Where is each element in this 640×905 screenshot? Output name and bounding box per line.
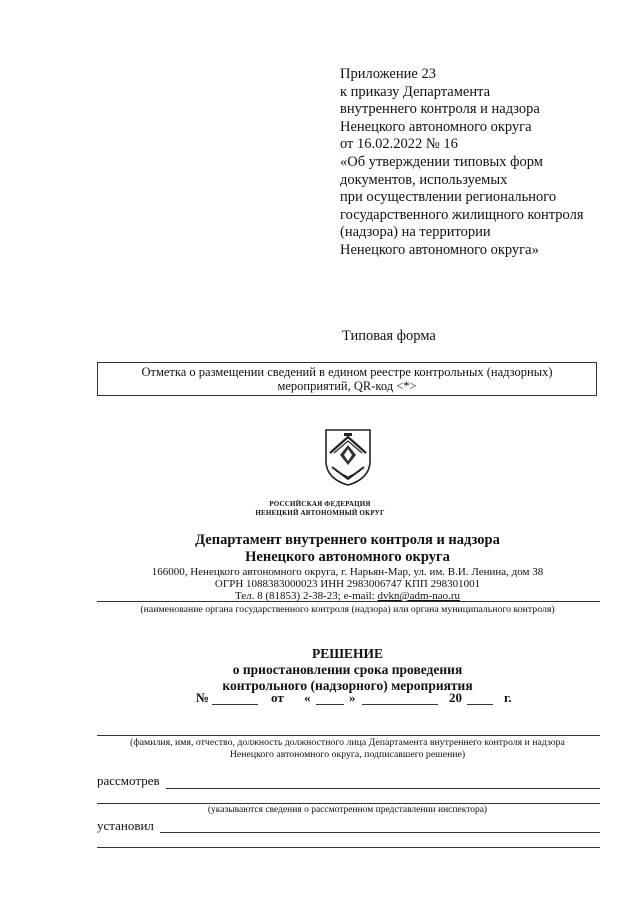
body-caption: (наименование органа государственного контроля (надзора) или органа муниципального контроля): [140, 604, 555, 615]
appendix-header: [340, 66, 584, 260]
number-sign: №: [196, 690, 210, 705]
department-requisites: ОГРН 1088383000023 ИНН 2983006747 КПП 298301001: [214, 578, 481, 590]
official-field[interactable]: [97, 735, 600, 736]
official-caption-line2: Ненецкого автономного округа, подписавшего решение): [229, 749, 466, 760]
number-field[interactable]: [212, 704, 258, 705]
appendix-line: документов, используемых: [340, 171, 508, 188]
appendix-line: (надзора) на территории: [340, 224, 491, 241]
reviewed-field[interactable]: [166, 788, 600, 789]
appendix-line: при осуществлении регионального: [340, 189, 557, 206]
inspector-caption: (указываются сведения о рассмотренном представлении инспектора): [207, 805, 488, 815]
appendix-line: внутреннего контроля и надзора: [340, 101, 540, 118]
from-word: от: [271, 690, 284, 705]
registry-note-line2: мероприятий, QR-код <*>: [277, 379, 417, 393]
decision-subtitle-line1: о приостановлении срока проведения: [232, 662, 463, 677]
official-caption-line1: (фамилия, имя, отчество, должность должностного лица Департамента внутреннего контроля и надзора: [130, 737, 565, 748]
day-field[interactable]: [316, 704, 344, 705]
appendix-line: «Об утверждении типовых форм: [340, 153, 543, 170]
year-field[interactable]: [467, 704, 493, 705]
quote-open: «: [304, 690, 311, 705]
appendix-line: Ненецкого автономного округа: [340, 118, 532, 135]
email-link[interactable]: dvkn@adm-nao.ru: [377, 590, 461, 602]
appendix-line: Ненецкого автономного округа»: [340, 241, 539, 258]
department-name-line2: Ненецкого автономного округа: [245, 549, 450, 565]
decision-subtitle-line2: контрольного (надзорного) мероприятия: [222, 678, 473, 693]
established-field[interactable]: [160, 832, 600, 833]
registry-note-line1: Отметка о размещении сведений в едином реестре контрольных (надзорных): [141, 365, 553, 379]
appendix-line: от 16.02.2022 № 16: [340, 136, 458, 153]
registry-note-box: [97, 362, 597, 396]
form-type-label: Типовая форма: [342, 328, 436, 344]
established-field-continued[interactable]: [97, 847, 600, 848]
appendix-line: Приложение 23: [340, 66, 436, 82]
year-suffix: г.: [504, 690, 512, 705]
federation-line1: РОССИЙСКАЯ ФЕДЕРАЦИЯ: [269, 500, 371, 508]
header-divider: [97, 601, 600, 602]
reviewed-label: рассмотрев: [97, 773, 160, 788]
department-name-line1: Департамент внутреннего контроля и надзора: [195, 532, 500, 548]
coat-of-arms-icon: [322, 427, 374, 487]
department-address: 166000, Ненецкого автономного округа, г. Нарьян-Мар, ул. им. В.И. Ленина, дом 38: [151, 566, 544, 578]
appendix-line: государственного жилищного контроля: [340, 206, 584, 223]
decision-title: РЕШЕНИЕ: [311, 646, 384, 661]
contacts-prefix: Тел. 8 (81853) 2-38-23; e-mail:: [234, 590, 378, 602]
year-prefix: 20: [449, 690, 462, 705]
month-field[interactable]: [362, 704, 438, 705]
quote-close: »: [349, 690, 356, 705]
established-label: установил: [97, 818, 154, 833]
federation-line2: НЕНЕЦКИЙ АВТОНОМНЫЙ ОКРУГ: [255, 509, 385, 517]
appendix-line: к приказу Департамента: [340, 83, 491, 100]
